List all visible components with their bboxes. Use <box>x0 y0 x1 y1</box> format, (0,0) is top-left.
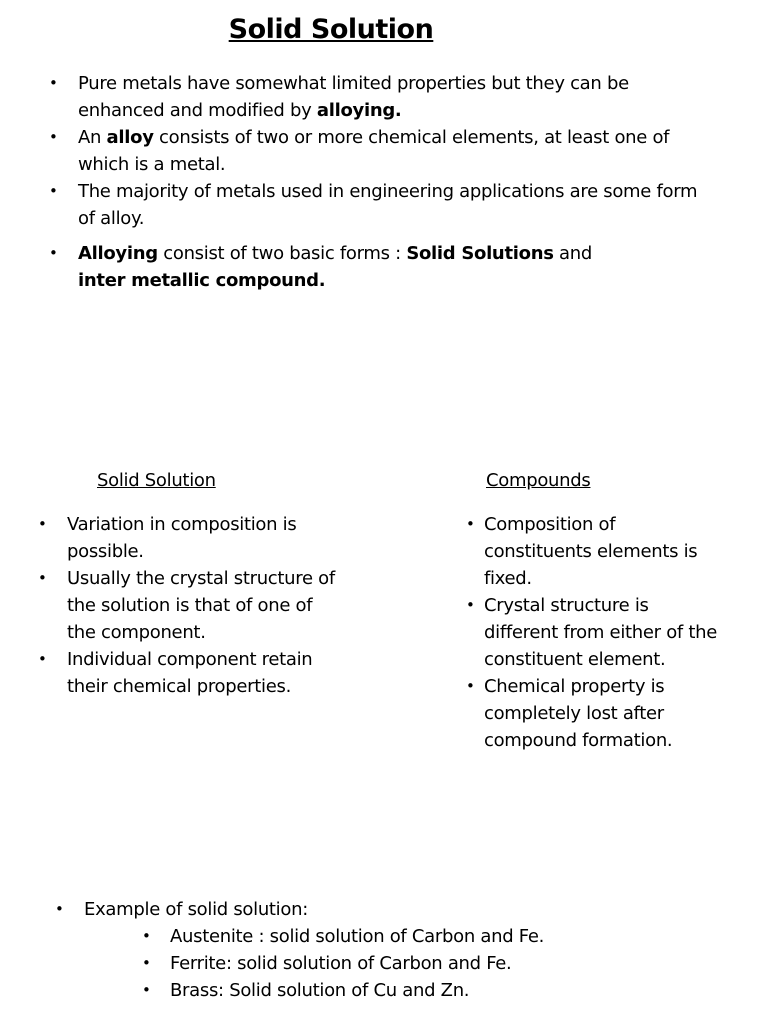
example-list <box>142 923 545 1004</box>
example-item-2: Ferrite: solid solution of Carbon and Fe. <box>170 953 512 974</box>
bullet-icon: • <box>38 515 47 533</box>
solid-solution-list <box>38 511 337 700</box>
example-heading: Example of solid solution: <box>84 899 308 920</box>
intro-item-4-bold-3: inter metallic compound. <box>78 270 326 291</box>
example-item-1: Austenite : solid solution of Carbon and Fe. <box>170 926 545 947</box>
intro-item-4-bold-1: Alloying <box>78 243 158 264</box>
intro-item-2 <box>49 124 718 178</box>
intro-list <box>49 70 718 294</box>
compounds-heading: Compounds <box>486 470 591 491</box>
list-item <box>38 511 337 565</box>
bullet-icon: • <box>142 954 151 972</box>
compounds-item-3: Chemical property is completely lost after compound formation. <box>484 676 673 751</box>
solid-solution-item-2: Usually the crystal structure of the solution is that of one of the component. <box>67 568 335 643</box>
bullet-icon: • <box>55 900 64 918</box>
compounds-item-2: Crystal structure is different from either of the constituent element. <box>484 595 718 670</box>
bullet-icon: • <box>466 515 475 533</box>
bullet-icon: • <box>49 244 58 262</box>
bullet-icon: • <box>38 650 47 668</box>
solid-solution-item-3: Individual component retain their chemical properties. <box>67 649 313 697</box>
list-item <box>466 511 719 592</box>
solid-solution-heading: Solid Solution <box>97 470 216 491</box>
intro-item-2-text-b: consists of two or more chemical elements, at least one of which is a metal. <box>78 127 670 175</box>
example-item-3: Brass: Solid solution of Cu and Zn. <box>170 980 470 1001</box>
solid-solution-item-1: Variation in composition is possible. <box>67 514 297 562</box>
intro-item-1-text: Pure metals have somewhat limited properties but they can be enhanced and modified by <box>78 73 629 121</box>
intro-item-4-bold-2: Solid Solutions <box>406 243 554 264</box>
bullet-icon: • <box>49 182 58 200</box>
list-item <box>466 673 719 754</box>
page-title: Solid Solution <box>228 14 434 45</box>
list-item <box>142 950 544 977</box>
list-item <box>466 592 719 673</box>
example-heading-row <box>55 896 308 923</box>
list-item <box>38 565 337 646</box>
bullet-icon: • <box>466 677 475 695</box>
compounds-list <box>466 511 719 754</box>
intro-item-1 <box>49 70 718 124</box>
bullet-icon: • <box>49 74 58 92</box>
intro-item-3-text: The majority of metals used in engineering applications are some form of alloy. <box>78 181 698 229</box>
bullet-icon: • <box>49 128 58 146</box>
bullet-icon: • <box>142 927 151 945</box>
intro-item-2-text-a: An <box>78 127 107 148</box>
list-item <box>142 977 544 1004</box>
intro-item-1-bold: alloying. <box>316 100 402 121</box>
bullet-icon: • <box>466 596 475 614</box>
intro-item-4-text-b: and <box>553 243 593 264</box>
bullet-icon: • <box>142 981 151 999</box>
list-item <box>38 646 337 700</box>
intro-item-2-bold: alloy <box>106 127 154 148</box>
list-item <box>142 923 545 950</box>
intro-item-4-text-a: consist of two basic forms : <box>157 243 407 264</box>
intro-item-3 <box>49 178 718 232</box>
intro-item-4 <box>49 240 718 294</box>
compounds-item-1: Composition of constituents elements is fixed. <box>484 514 698 589</box>
bullet-icon: • <box>38 569 47 587</box>
